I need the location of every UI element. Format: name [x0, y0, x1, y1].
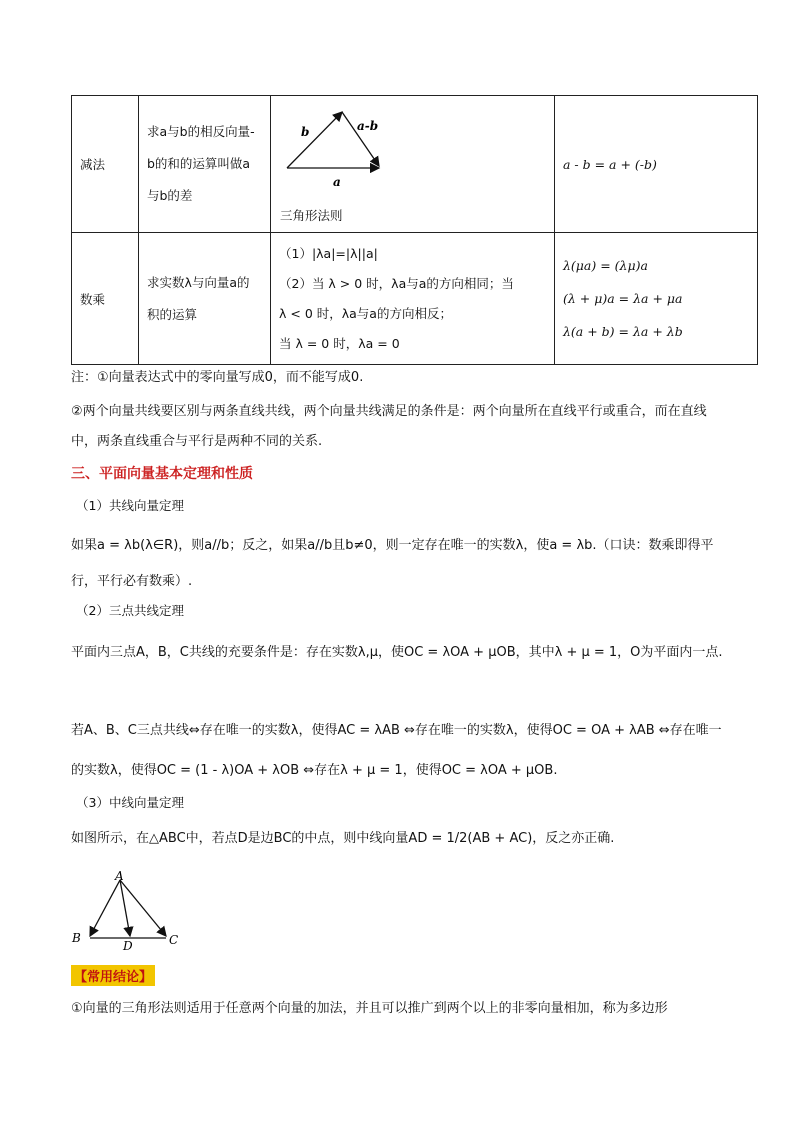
sub-median-theorem: （3）中线向量定理 — [76, 795, 184, 810]
vertex-b: B — [72, 931, 81, 945]
sub-collinear-theorem: （1）共线向量定理 — [76, 498, 184, 513]
vertex-a: A — [115, 869, 124, 883]
sub-three-points: （2）三点共线定理 — [76, 603, 184, 618]
conclusion-para: ①向量的三角形法则适用于任意两个向量的加法，并且可以推广到两个以上的非零向量相加，称为多边形 — [71, 1001, 668, 1016]
label-a-minus-b: a-b — [357, 119, 379, 133]
op-formula-cell: a - b = a + (-b) — [555, 96, 758, 233]
table-row-scalar-mult — [72, 233, 758, 365]
vector-operations-table — [71, 95, 758, 365]
op-desc-cell: 求a与b的相反向量-b的和的运算叫做a与b的差 — [139, 96, 271, 233]
op-name-cell: 数乘 — [72, 233, 139, 365]
op-name-cell: 减法 — [72, 96, 139, 233]
label-b: b — [301, 125, 310, 139]
note-1: 注：①向量表达式中的零向量写成0，而不能写成0. — [71, 370, 364, 385]
table-row-subtraction — [72, 96, 758, 233]
section-3-title: 三、平面向量基本定理和性质 — [71, 466, 253, 482]
para-three-points-equiv: 若A、B、C三点共线⇔存在唯一的实数λ，使得AC = λAB ⇔存在唯一的实数λ，使得OC = OA + λAB ⇔存在唯一的实数λ，使得OC = (1 - λ)OA + λOB ⇔存在λ + μ = 1，使得OC = λOA + μOB. — [71, 723, 722, 778]
note-2: ②两个向量共线要区别与两条直线共线，两个向量共线满足的条件是：两个向量所在直线平行或重合，而在直线中，两条直线重合与平行是两种不同的关系. — [71, 404, 707, 449]
para-collinear: 如果a = λb(λ∈R)，则a//b；反之，如果a//b且b≠0，则一定存在唯一的实数λ，使a = λb.（口诀：数乘即得平行，平行必有数乘）. — [71, 538, 714, 589]
op-laws-cell: λ(μa) = (λμ)a (λ + μ)a = λa + μa λ(a + b) = λa + λb — [555, 233, 758, 365]
triangle-rule-label: 三角形法则 — [280, 208, 343, 223]
triangle-abc-diagram — [68, 868, 198, 953]
conclusion-tag: 【常用结论】 — [71, 965, 155, 986]
op-desc-cell: 求实数λ与向量a的积的运算 — [139, 233, 271, 365]
op-properties-cell: （1）|λa|=|λ||a| （2）当 λ > 0 时，λa与a的方向相同；当 λ < 0 时，λa与a的方向相反； 当 λ = 0 时，λa = 0 — [271, 233, 555, 365]
para-median: 如图所示，在△ABC中，若点D是边BC的中点，则中线向量AD = 1/2(AB + AC)，反之亦正确. — [71, 831, 615, 846]
op-diagram-cell — [271, 96, 555, 233]
label-a: a — [333, 175, 341, 189]
vertex-d: D — [123, 939, 133, 953]
triangle-rule-diagram — [279, 104, 429, 199]
vertex-c: C — [169, 933, 179, 947]
para-three-points: 平面内三点A，B，C共线的充要条件是：存在实数λ,μ，使OC = λOA + μOB，其中λ + μ = 1，O为平面内一点. — [71, 645, 723, 660]
